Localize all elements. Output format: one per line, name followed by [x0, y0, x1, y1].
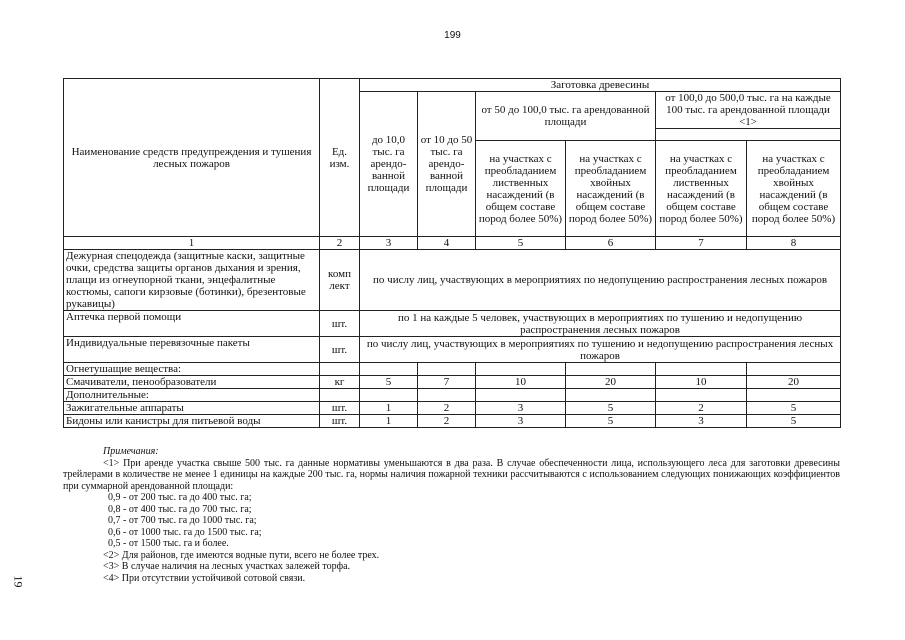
row-merged-value: по числу лиц, участвующих в мероприятиях по тушению и недопущению распространения лесных пожаров — [360, 337, 841, 363]
cell-value: 1 — [360, 402, 418, 415]
coefficient-item: 0,6 - от 1000 тыс. га до 1500 тыс. га; — [108, 526, 262, 538]
coefficient-item: 0,5 - от 1500 тыс. га и более. — [108, 538, 229, 549]
row-name: Бидоны или канистры для питьевой воды — [64, 415, 320, 428]
col-number: 6 — [566, 237, 656, 250]
header-name: Наименование средств предупреждения и тушения лесных пожаров — [64, 79, 320, 237]
side-page-number: 19 — [11, 575, 26, 588]
row-unit: шт. — [320, 415, 360, 428]
cell-value: 20 — [566, 376, 656, 389]
row-name: Дополнительные: — [64, 389, 320, 402]
notes-title: Примечания: — [103, 446, 159, 457]
header-c4: от 10 до 50 тыс. га арендо- ванной площади — [418, 92, 476, 237]
header-group: Заготовка древесины — [360, 79, 841, 92]
header-g56: от 50 до 100,0 тыс. га арендованной площади — [476, 92, 656, 141]
col-number: 3 — [360, 237, 418, 250]
note-1: <1> При аренде участка свыше 500 тыс. га данные нормативы уменьшаются в два раза. В случае обеспеченности лица, использующего леса для заготовки древесины трейлерами в количестве не менее 1 единицы на каждые 200 тыс. га, нормы наличия пожарной техники рассчитываются с использованием следующих понижающих коэффициентов при суммарной арендованной площади: — [63, 457, 840, 492]
row-name: Индивидуальные перевязочные пакеты — [64, 337, 320, 363]
cell-value: 20 — [747, 376, 841, 389]
col-number: 4 — [418, 237, 476, 250]
cell-value: 2 — [418, 415, 476, 428]
header-c3: до 10,0 тыс. га арендо- ванной площади — [360, 92, 418, 237]
page-number: 199 — [444, 30, 461, 41]
header-c7: на участках с преобладанием лиственных насаждений (в общем составе пород более 50%) — [656, 141, 747, 237]
row-merged-value: по числу лиц, участвующих в мероприятиях по недопущению распространения лесных пожаров — [360, 250, 841, 311]
col-number: 5 — [476, 237, 566, 250]
cell-value: 2 — [656, 402, 747, 415]
cell-value: 5 — [747, 415, 841, 428]
row-unit: шт. — [320, 311, 360, 337]
note-3: <3> В случае наличия на лесных участках залежей торфа. — [103, 561, 351, 572]
coefficient-item: 0,7 - от 700 тыс. га до 1000 тыс. га; — [108, 515, 257, 526]
row-name: Огнетушащие вещества: — [64, 363, 320, 376]
note-2: <2> Для районов, где имеются водные пути, всего не более трех. — [103, 549, 380, 561]
col-number: 2 — [320, 237, 360, 250]
row-unit: шт. — [320, 402, 360, 415]
cell-value: 5 — [566, 402, 656, 415]
row-unit: кг — [320, 376, 360, 389]
header-g78: от 100,0 до 500,0 тыс. га на каждые 100 тыс. га арендованной площади <1> — [656, 92, 841, 129]
header-c5: на участках с преобладанием лиственных насаждений (в общем составе пород более 50%) — [476, 141, 566, 237]
cell-value: 10 — [656, 376, 747, 389]
cell-value: 10 — [476, 376, 566, 389]
notes-section — [63, 446, 840, 584]
cell-value: 3 — [476, 402, 566, 415]
cell-value: 5 — [747, 402, 841, 415]
cell-value: 5 — [360, 376, 418, 389]
coefficient-item: 0,8 - от 400 тыс. га до 700 тыс. га; — [108, 503, 252, 515]
row-name: Аптечка первой помощи — [64, 311, 320, 337]
col-number: 7 — [656, 237, 747, 250]
col-number: 8 — [747, 237, 841, 250]
col-number: 1 — [64, 237, 320, 250]
row-name: Смачиватели, пенообразователи — [64, 376, 320, 389]
header-unit: Ед. изм. — [320, 79, 360, 237]
header-c6: на участках с преобладанием хвойных насаждений (в общем составе пород более 50%) — [566, 141, 656, 237]
cell-value: 3 — [656, 415, 747, 428]
note-4: <4> При отсутствии устойчивой сотовой связи. — [103, 572, 306, 584]
coefficient-item: 0,9 - от 200 тыс. га до 400 тыс. га; — [108, 492, 252, 503]
cell-value: 2 — [418, 402, 476, 415]
cell-value: 3 — [476, 415, 566, 428]
fire-equipment-table — [63, 78, 841, 428]
cell-value: 5 — [566, 415, 656, 428]
row-merged-value: по 1 на каждые 5 человек, участвующих в мероприятиях по тушению и недопущению распространения лесных пожаров — [360, 311, 841, 337]
row-name: Зажигательные аппараты — [64, 402, 320, 415]
cell-value: 7 — [418, 376, 476, 389]
row-name: Дежурная спецодежда (защитные каски, защитные очки, средства защиты органов дыхания и зрения, плащи из огнеупорной ткани, энцефалитные костюмы, сапоги кирзовые (ботинки), брезентовые рукавицы) — [64, 250, 320, 311]
row-unit: шт. — [320, 337, 360, 363]
cell-value: 1 — [360, 415, 418, 428]
row-unit: комп лект — [320, 250, 360, 311]
header-c8: на участках с преобладанием хвойных насаждений (в общем составе пород более 50%) — [747, 141, 841, 237]
